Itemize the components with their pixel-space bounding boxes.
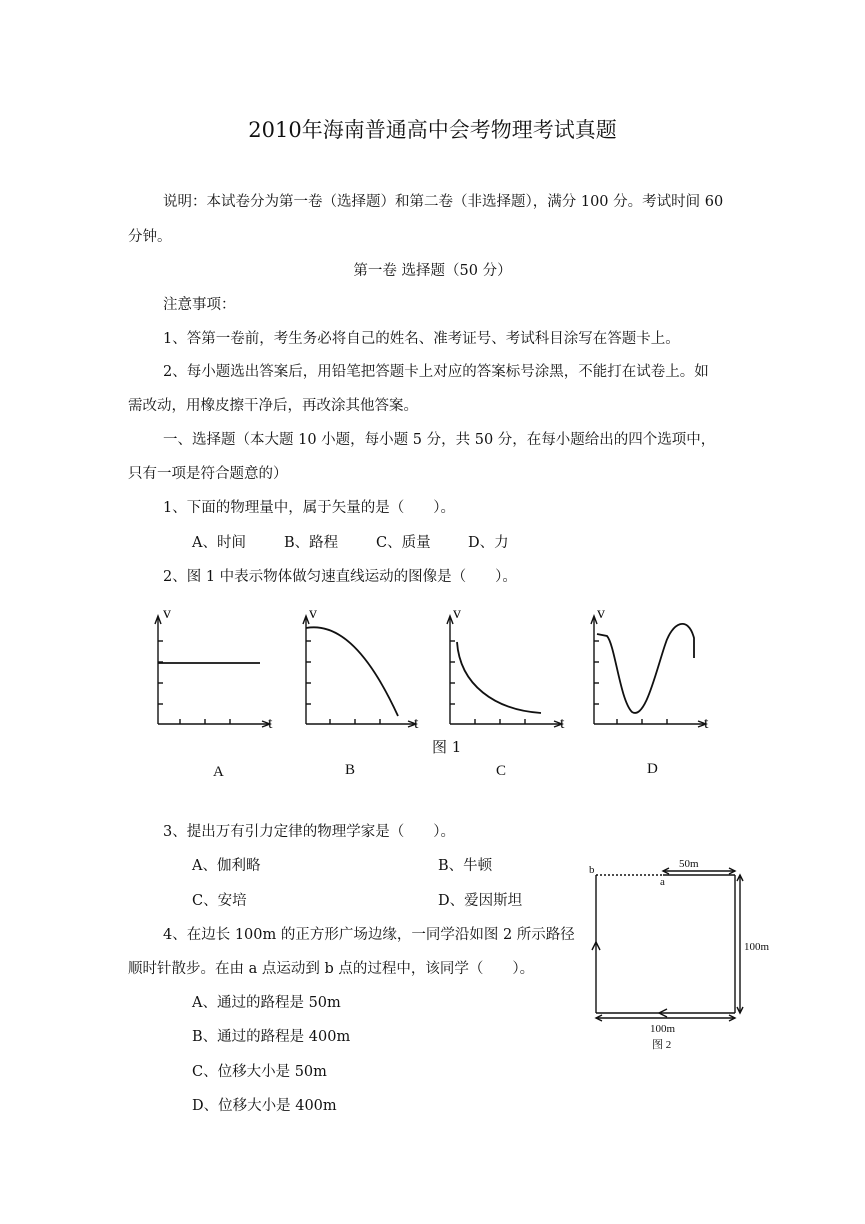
q3-option-b: B、牛顿 [438,858,493,874]
q3-option-d: D、爱因斯坦 [438,893,523,909]
figure-1-graphs [0,600,865,800]
figure-2-square-path [580,850,800,1060]
graph-b-x-label: t [414,715,419,732]
q3-option-c: C、安培 [192,893,247,909]
graph-c-caption: C [496,763,507,779]
q1-option-b: B、路程 [284,535,339,551]
q2-stem: 2、图 1 中表示物体做匀速直线运动的图像是（ ）。 [163,569,517,585]
graph-a-x-label: t [268,715,273,732]
graph-d-y-label: v [597,605,605,622]
point-a-label: a [660,876,665,888]
q1-option-a: A、时间 [192,535,246,551]
q1-stem: 1、下面的物理量中，属于矢量的是（ ）。 [163,500,455,516]
graph-c [447,616,562,727]
graph-b-caption: B [345,762,356,778]
graph-b [303,616,416,727]
q4-option-c: C、位移大小是 50m [192,1064,327,1080]
q4-stem-line-1: 4、在边长 100m 的正方形广场边缘，一同学沿如图 2 所示路径 [163,927,575,943]
part1-instructions-line-2: 只有一项是符合题意的） [128,466,288,482]
notice-heading: 注意事项： [163,297,236,313]
notice-item-1: 1、答第一卷前，考生务必将自己的姓名、准考证号、考试科目涂写在答题卡上。 [163,331,680,347]
graph-a [155,616,270,727]
top-length-label: 50m [679,858,699,870]
q4-option-a: A、通过的路程是 50m [192,995,341,1011]
q3-option-a: A、伽利略 [192,858,261,874]
right-length-label: 100m [744,941,770,953]
graph-a-caption: A [213,764,224,780]
graph-c-y-label: v [453,605,461,622]
q4-option-d: D、位移大小是 400m [192,1098,337,1114]
q1-option-c: C、质量 [376,535,431,551]
point-b-label: b [589,864,595,876]
page-title: 2010年海南普通高中会考物理考试真题 [248,118,617,142]
intro-line-1: 说明：本试卷分为第一卷（选择题）和第二卷（非选择题），满分 100 分。考试时间 60 [163,194,724,210]
graph-d-caption: D [647,761,658,777]
bottom-length-label: 100m [650,1023,676,1035]
graph-d-x-label: t [704,715,709,732]
part1-instructions-line-1: 一、选择题（本大题 10 小题，每小题 5 分，共 50 分，在每小题给出的四个选项中， [163,432,716,448]
figure-1-caption: 图 1 [432,738,462,756]
section-title: 第一卷 选择题（50 分） [353,263,512,279]
q4-option-b: B、通过的路程是 400m [192,1029,351,1045]
notice-item-2-line-2: 需改动，用橡皮擦干净后，再改涂其他答案。 [128,398,418,414]
q4-stem-line-2: 顺时针散步。在由 a 点运动到 b 点的过程中，该同学（ ）。 [128,961,535,977]
graph-d [591,616,706,727]
figure-2-caption: 图 2 [652,1039,672,1051]
q3-stem: 3、提出万有引力定律的物理学家是（ ）。 [163,824,455,840]
graph-b-y-label: v [309,605,317,622]
q1-option-d: D、力 [468,535,509,551]
graph-a-y-label: v [163,605,171,622]
intro-line-2: 分钟。 [128,229,172,245]
graph-c-x-label: t [560,715,565,732]
notice-item-2-line-1: 2、每小题选出答案后，用铅笔把答题卡上对应的答案标号涂黑，不能打在试卷上。如 [163,364,709,380]
